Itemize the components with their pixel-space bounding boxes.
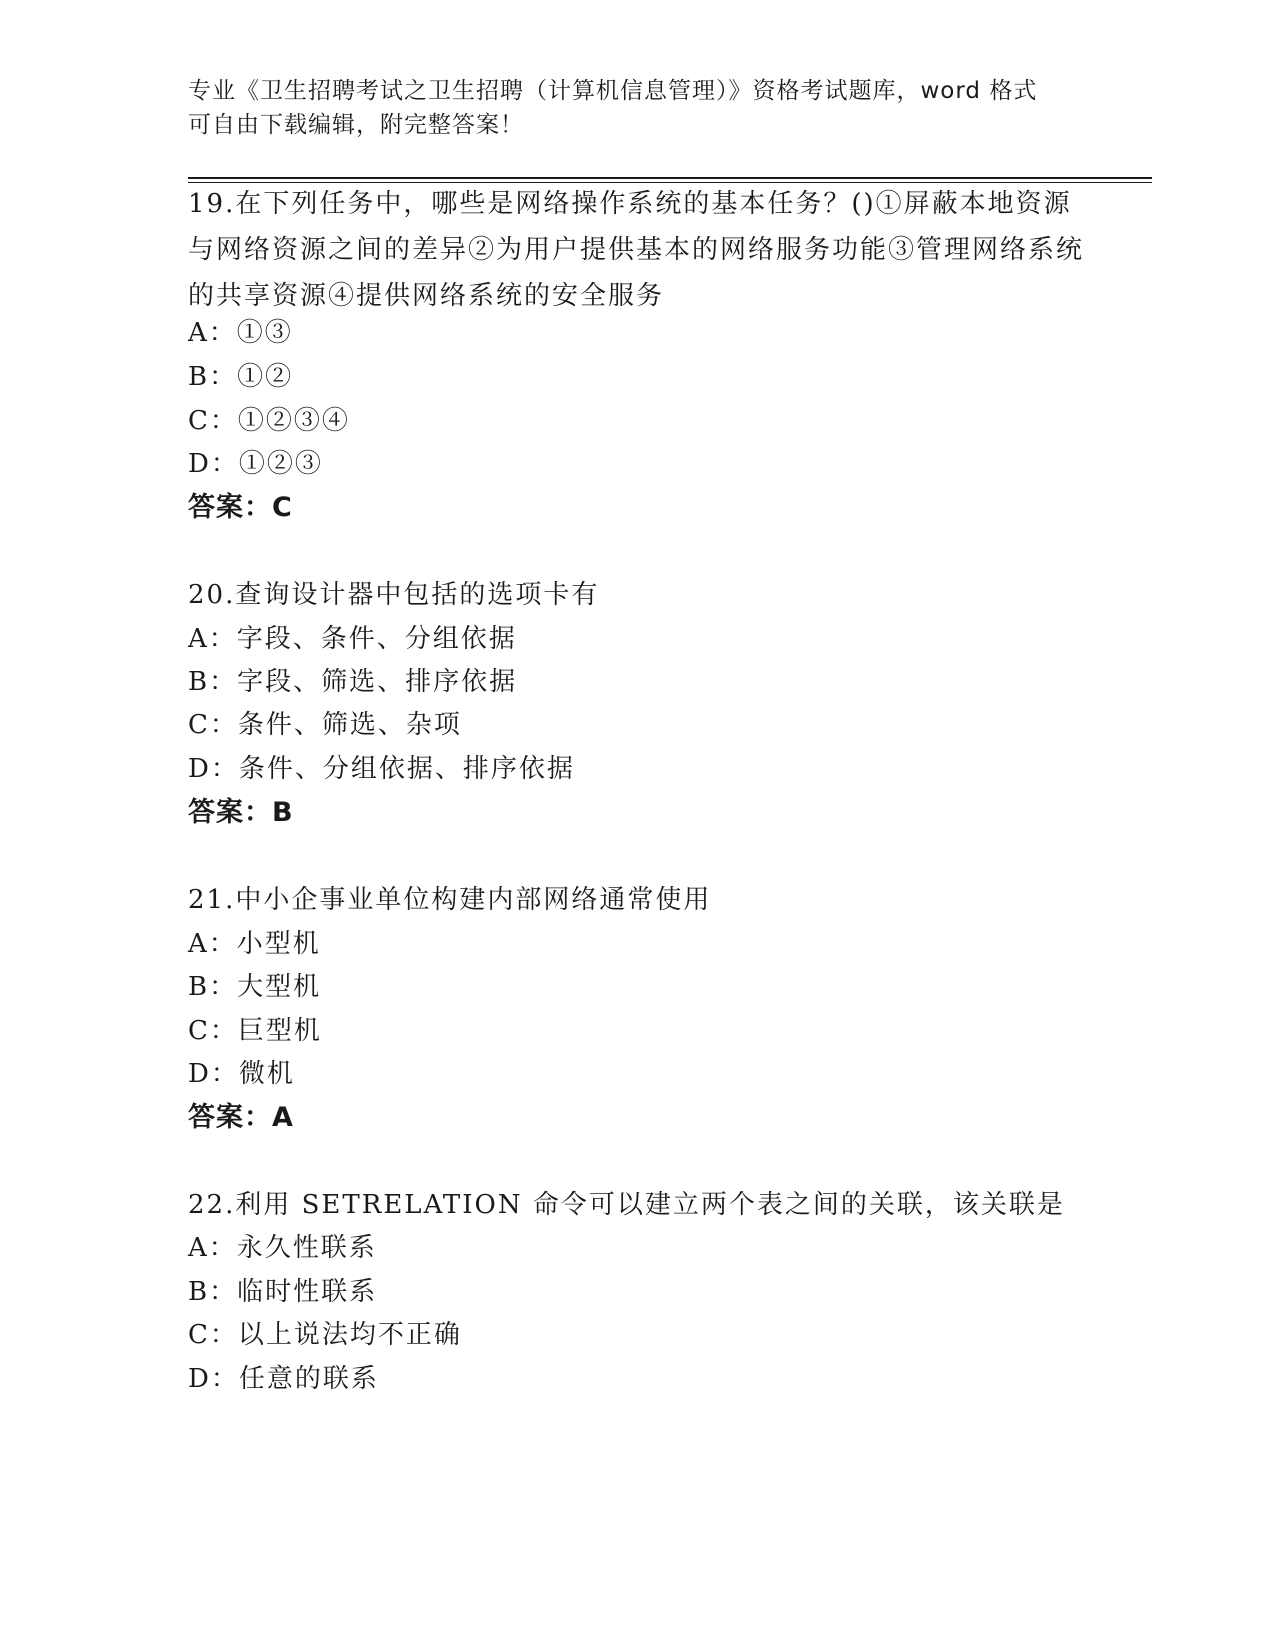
question-20-option-c: C：条件、筛选、杂项 [188, 710, 462, 740]
question-20-option-a: A：字段、条件、分组依据 [188, 624, 517, 654]
question-19-answer: 答案：C [188, 492, 293, 523]
question-19-option-c: C：①②③④ [188, 406, 350, 436]
question-19-option-a: A：①③ [188, 318, 293, 348]
question-20-option-b: B：字段、筛选、排序依据 [188, 667, 518, 697]
question-22-stem: 22.利用 SETRELATION 命令可以建立两个表之间的关联，该关联是 [188, 1190, 1065, 1220]
question-22-option-d: D：任意的联系 [188, 1364, 379, 1394]
question-22-option-c: C：以上说法均不正确 [188, 1320, 462, 1350]
question-20-answer: 答案：B [188, 797, 294, 828]
question-21-option-d: D：微机 [188, 1059, 295, 1089]
document-header [188, 74, 1088, 142]
question-20-stem: 20.查询设计器中包括的选项卡有 [188, 580, 600, 610]
question-19-option-b: B：①② [188, 362, 294, 392]
question-21-option-a: A：小型机 [188, 929, 321, 959]
question-22-option-a: A：永久性联系 [188, 1233, 377, 1263]
header-line-2: 可自由下载编辑，附完整答案！ [188, 112, 524, 138]
question-21-answer: 答案：A [188, 1102, 294, 1133]
header-line-1: 专业《卫生招聘考试之卫生招聘（计算机信息管理）》资格考试题库，word 格式 [188, 78, 1038, 104]
question-19-option-d: D：①②③ [188, 449, 323, 479]
question-22-option-b: B：临时性联系 [188, 1277, 378, 1307]
question-20-option-d: D：条件、分组依据、排序依据 [188, 754, 575, 784]
question-19-stem: 19.在下列任务中，哪些是网络操作系统的基本任务？()①屏蔽本地资源与网络资源之间的差异②为用户提供基本的网络服务功能③管理网络系统的共享资源④提供网络系统的安全服务 [188, 189, 1085, 311]
question-21-option-c: C：巨型机 [188, 1016, 322, 1046]
question-21-stem: 21.中小企事业单位构建内部网络通常使用 [188, 885, 712, 915]
header-divider-thick [188, 177, 1152, 179]
question-21-option-b: B：大型机 [188, 972, 322, 1002]
